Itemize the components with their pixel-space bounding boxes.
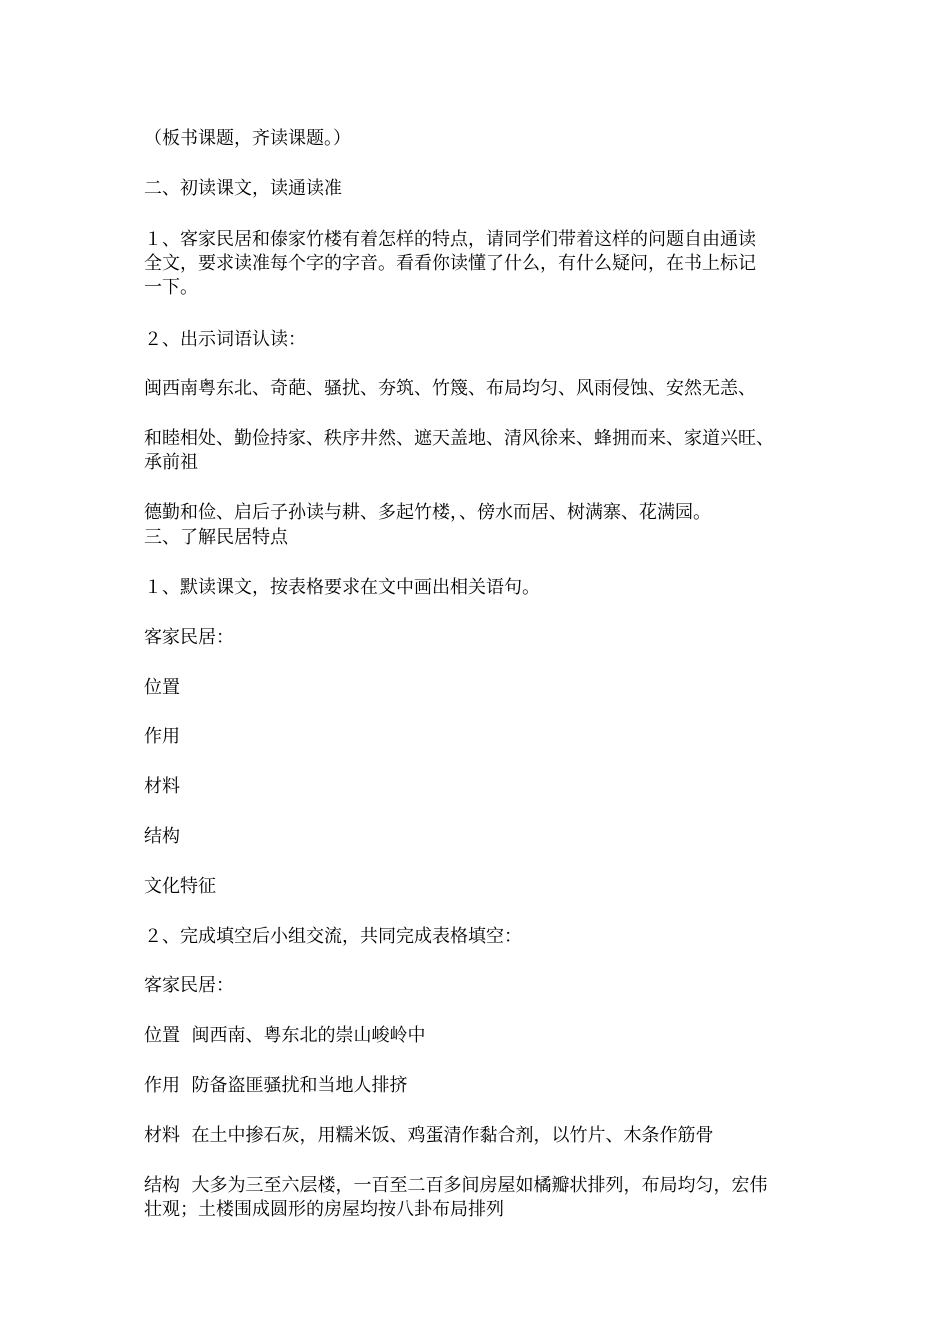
row-function: 作用: [144, 726, 180, 747]
section-2-item-1-line-2: 全文，要求读准每个字的字音。看看你读懂了什么，有什么疑问，在书上标记: [144, 253, 756, 274]
row-material: 材料: [144, 776, 180, 797]
section-2-item-1: [144, 228, 824, 300]
filled-material: 材料 在土中掺石灰，用糯米饭、鸡蛋清作黏合剂，以竹片、木条作筋骨: [144, 1125, 714, 1146]
filled-structure-line-1: 结构 大多为三至六层楼，一百至二百多间房屋如橘瓣状排列，布局均匀，宏伟: [144, 1175, 768, 1196]
section-2-heading: 二、初读课文，读通读准: [144, 178, 342, 199]
section-2-item-1-line-3: 一下。: [144, 277, 198, 298]
words-line-2: 和睦相处、勤俭持家、秩序井然、遮天盖地、清风徐来、蜂拥而来、家道兴旺、: [144, 428, 774, 449]
section-2-item-1-line-1: １、客家民居和傣家竹楼有着怎样的特点，请同学们带着这样的问题自由通读: [144, 229, 756, 250]
hakka-label-2: 客家民居：: [144, 975, 234, 996]
filled-structure-line-2: 壮观；土楼围成圆形的房屋均按八卦布局排列: [144, 1199, 504, 1220]
board-note: （板书课题，齐读课题。）: [144, 128, 351, 149]
words-line-2-block: [144, 427, 824, 475]
section-3-item-1: １、默读课文，按表格要求在文中画出相关语句。: [144, 577, 540, 598]
words-line-1: 闽西南粤东北、奇葩、骚扰、夯筑、竹篾、布局均匀、风雨侵蚀、安然无恙、: [144, 378, 756, 399]
filled-location: 位置 闽西南、粤东北的崇山峻岭中: [144, 1025, 426, 1046]
section-3-heading: 三、了解民居特点: [144, 527, 288, 548]
words-line-4: 德勤和俭、启后子孙读与耕、多起竹楼，、傍水而居、树满寨、花满园。: [144, 502, 711, 523]
row-structure: 结构: [144, 826, 180, 847]
filled-function: 作用 防备盗匪骚扰和当地人排挤: [144, 1075, 408, 1096]
section-3-item-2: ２、完成填空后小组交流，共同完成表格填空：: [144, 926, 522, 947]
section-2-item-2: ２、出示词语认读：: [144, 329, 306, 350]
row-location: 位置: [144, 677, 180, 698]
row-culture: 文化特征: [144, 876, 216, 897]
filled-structure: [144, 1174, 824, 1222]
hakka-label-1: 客家民居：: [144, 627, 234, 648]
words-line-3: 承前祖: [144, 452, 198, 473]
